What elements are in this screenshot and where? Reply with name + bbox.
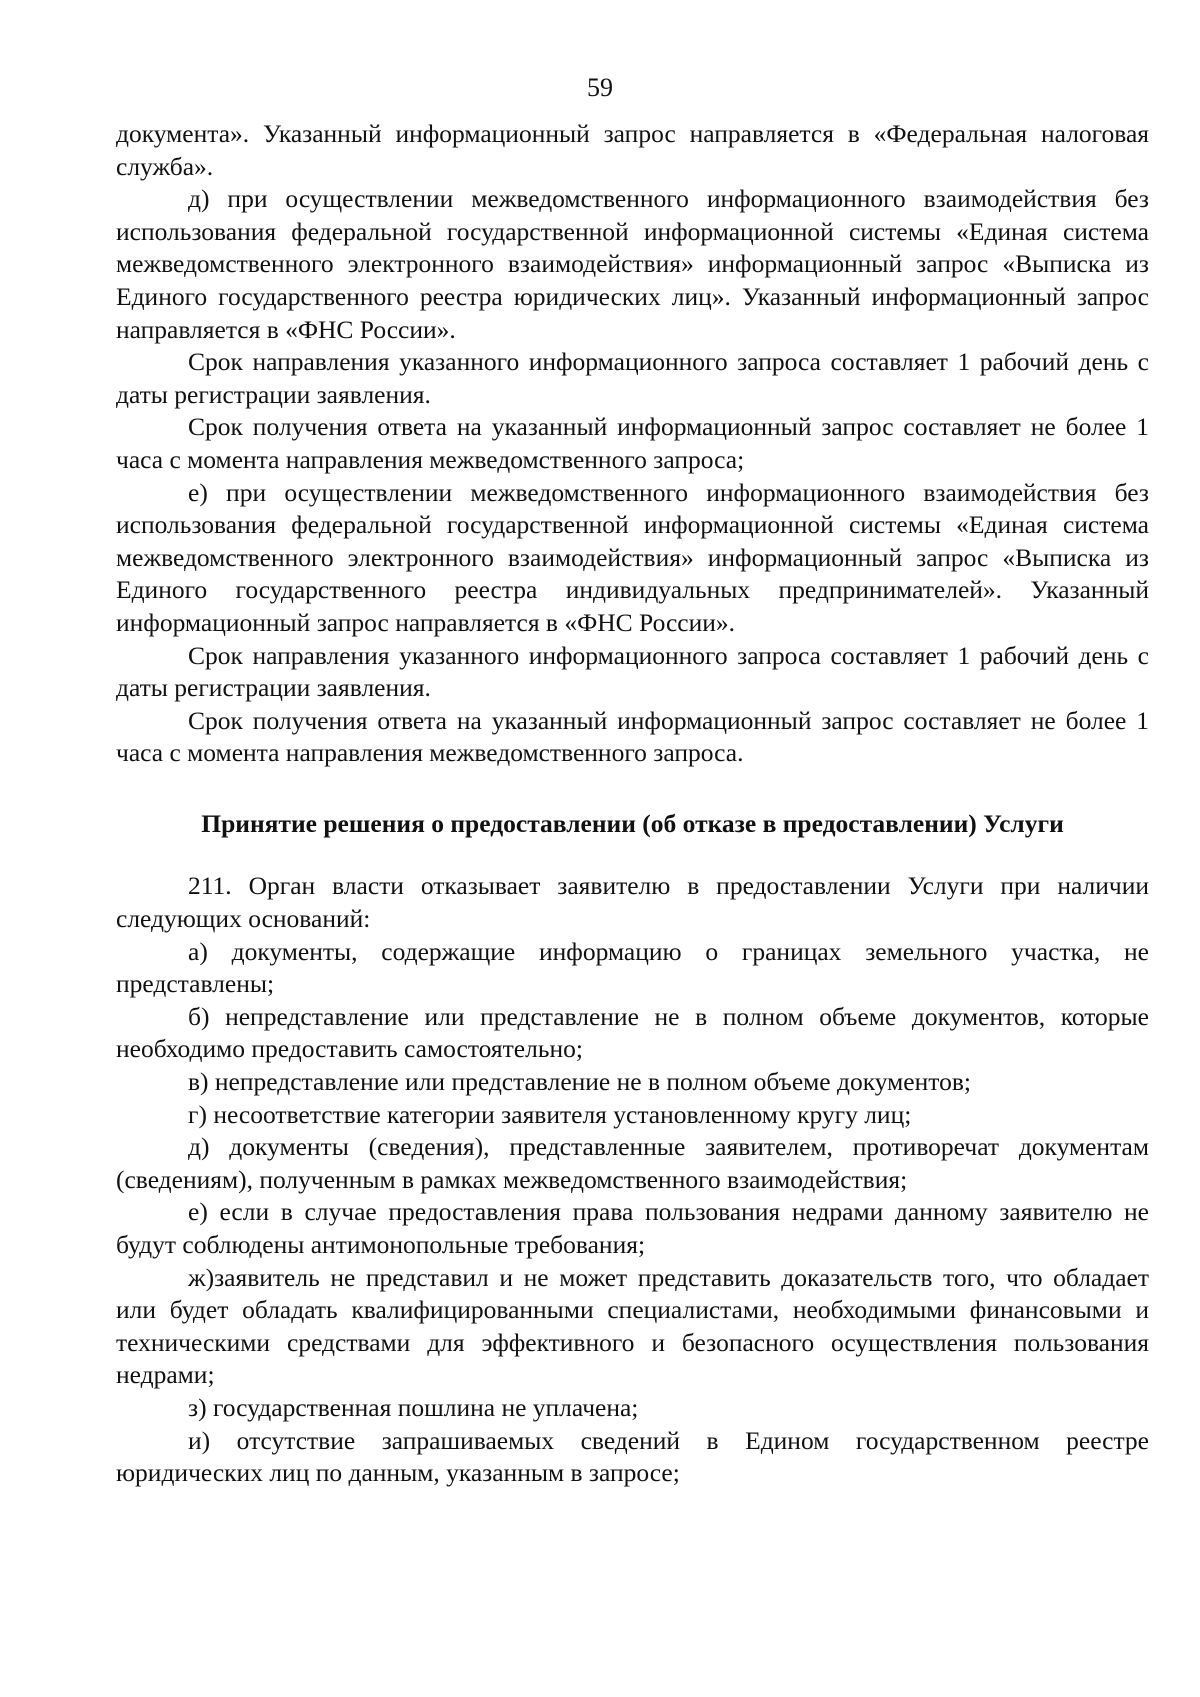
section-heading: Принятие решения о предоставлении (об отказе в предоставлении) Услуги [201,808,1064,838]
paragraph: Срок получения ответа на указанный информационный запрос составляет не более 1 часа с момента направления межведомственного запроса. [116,705,1149,768]
list-item: ж)заявитель не представил и не может представить доказательств того, что обладает или будет обладать квалифицированными специалистами, необходимыми финансовыми и техническими средствами для эффективного и безопасного осуществления пользования недрами; [116,1262,1149,1390]
list-item: з) государственная пошлина не уплачена; [188,1392,639,1422]
page-number: 59 [587,73,613,102]
document-body [116,118,1149,1490]
list-item: е) если в случае предоставления права пользования недрами данному заявителю не будут соблюдены антимонопольные требования; [116,1197,1149,1259]
list-item: в) непредставление или представление не в полном объеме документов; [188,1067,971,1097]
list-item: г) несоответствие категории заявителя установленному кругу лиц; [188,1099,912,1129]
paragraph: Срок направления указанного информационного запроса составляет 1 рабочий день с даты регистрации заявления. [116,347,1149,409]
paragraph: е) при осуществлении межведомственного информационного взаимодействия без использования федеральной государственной информационной системы «Единая система межведомственного электронного взаимодействия» информационный запрос «Выписка из Единого государственного реестра индивидуальных предпринимателей». Указанный информационный запрос направляется в «ФНС России». [116,477,1149,637]
list-item: д) документы (сведения), представленные заявителем, противоречат документам (сведениям), полученным в рамках межведомственного взаимодействия; [116,1132,1149,1194]
paragraph: документа». Указанный информационный запрос направляется в «Федеральная налоговая служба». [116,119,1149,181]
list-item: б) непредставление или представление не в полном объеме документов, которые необходимо предоставить самостоятельно; [116,1001,1149,1064]
paragraph: 211. Орган власти отказывает заявителю в предоставлении Услуги при наличии следующих оснований: [116,871,1149,934]
paragraph: д) при осуществлении межведомственного информационного взаимодействия без использования федеральной государственной информационной системы «Единая система межведомственного электронного взаимодействия» информационный запрос «Выписка из Единого государственного реестра юридических лиц». Указанный информационный запрос направляется в «ФНС России». [116,184,1149,344]
list-item: а) документы, содержащие информацию о границах земельного участка, не представлены; [116,936,1149,999]
paragraph: Срок получения ответа на указанный информационный запрос составляет не более 1 часа с момента направления межведомственного запроса; [116,412,1149,474]
paragraph: Срок направления указанного информационного запроса составляет 1 рабочий день с даты регистрации заявления. [116,640,1149,703]
list-item: и) отсутствие запрашиваемых сведений в Едином государственном реестре юридических лиц по данным, указанным в запросе; [116,1425,1149,1488]
